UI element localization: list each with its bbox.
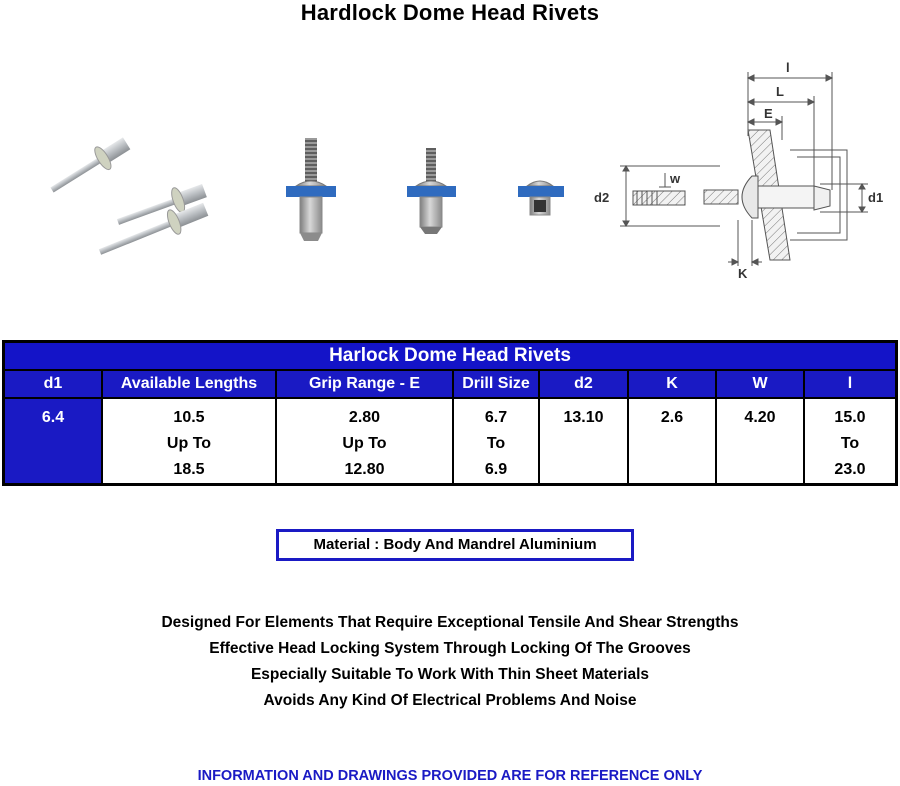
- label-w: w: [670, 171, 681, 186]
- l-min: 15.0: [834, 409, 866, 426]
- drill-sep: To: [486, 435, 506, 452]
- grip-sep: Up To: [342, 435, 387, 452]
- feature-item: Designed For Elements That Require Exceptional Tensile And Shear Strengths: [161, 614, 739, 631]
- label-d1: d1: [868, 190, 884, 205]
- table-caption-row: [4, 342, 897, 371]
- cell-available-lengths: [102, 398, 276, 485]
- label-L: L: [776, 84, 784, 99]
- rivet-photo: [45, 125, 238, 264]
- cell-l: [804, 398, 897, 485]
- feature-item: Especially Suitable To Work With Thin Sheet Materials: [250, 666, 650, 683]
- spec-table: [2, 340, 898, 486]
- technical-drawing: [620, 72, 868, 266]
- disclaimer: INFORMATION AND DRAWINGS PROVIDED ARE FOR REFERENCE ONLY: [197, 768, 703, 784]
- material-box: Material : Body And Mandrel Aluminium: [276, 529, 634, 561]
- header-grip-range: Grip Range - E: [276, 370, 453, 398]
- feature-item: Avoids Any Kind Of Electrical Problems And Noise: [263, 692, 637, 709]
- label-K: K: [738, 266, 748, 281]
- cell-d1: 6.4: [4, 398, 103, 485]
- cell-grip-range: [276, 398, 453, 485]
- lengths-max: 18.5: [173, 461, 205, 478]
- header-available-lengths: Available Lengths: [102, 370, 276, 398]
- feature-item: Effective Head Locking System Through Locking Of The Grooves: [209, 640, 691, 657]
- install-stage-3: [518, 181, 564, 215]
- cell-w: 4.20: [716, 398, 804, 485]
- lengths-min: 10.5: [173, 409, 205, 426]
- feature-list: [0, 610, 900, 714]
- label-d2: d2: [594, 190, 610, 205]
- label-E: E: [764, 106, 773, 121]
- table-header-row: [4, 370, 897, 398]
- l-sep: To: [840, 435, 860, 452]
- install-stage-1: [286, 138, 336, 241]
- cell-drill-size: [453, 398, 539, 485]
- drill-min: 6.7: [484, 409, 508, 426]
- header-drill-size: Drill Size: [453, 370, 539, 398]
- drill-max: 6.9: [484, 461, 508, 478]
- label-l-total: l: [786, 60, 790, 75]
- rivet-illustrations: [0, 40, 900, 300]
- grip-max: 12.80: [344, 461, 385, 478]
- header-k: K: [628, 370, 716, 398]
- header-w: W: [716, 370, 804, 398]
- header-d2: d2: [539, 370, 628, 398]
- cell-d2: 13.10: [539, 398, 628, 485]
- lengths-sep: Up To: [166, 435, 212, 452]
- l-max: 23.0: [834, 461, 866, 478]
- table-row: [4, 398, 897, 485]
- header-d1: d1: [4, 370, 103, 398]
- rivet-illustration-svg: [0, 40, 900, 300]
- page-title: Hardlock Dome Head Rivets: [300, 0, 600, 25]
- install-stage-2: [407, 148, 456, 234]
- header-l: l: [804, 370, 897, 398]
- grip-min: 2.80: [348, 409, 381, 426]
- cell-k: 2.6: [628, 398, 716, 485]
- table-caption: Harlock Dome Head Rivets: [4, 342, 897, 371]
